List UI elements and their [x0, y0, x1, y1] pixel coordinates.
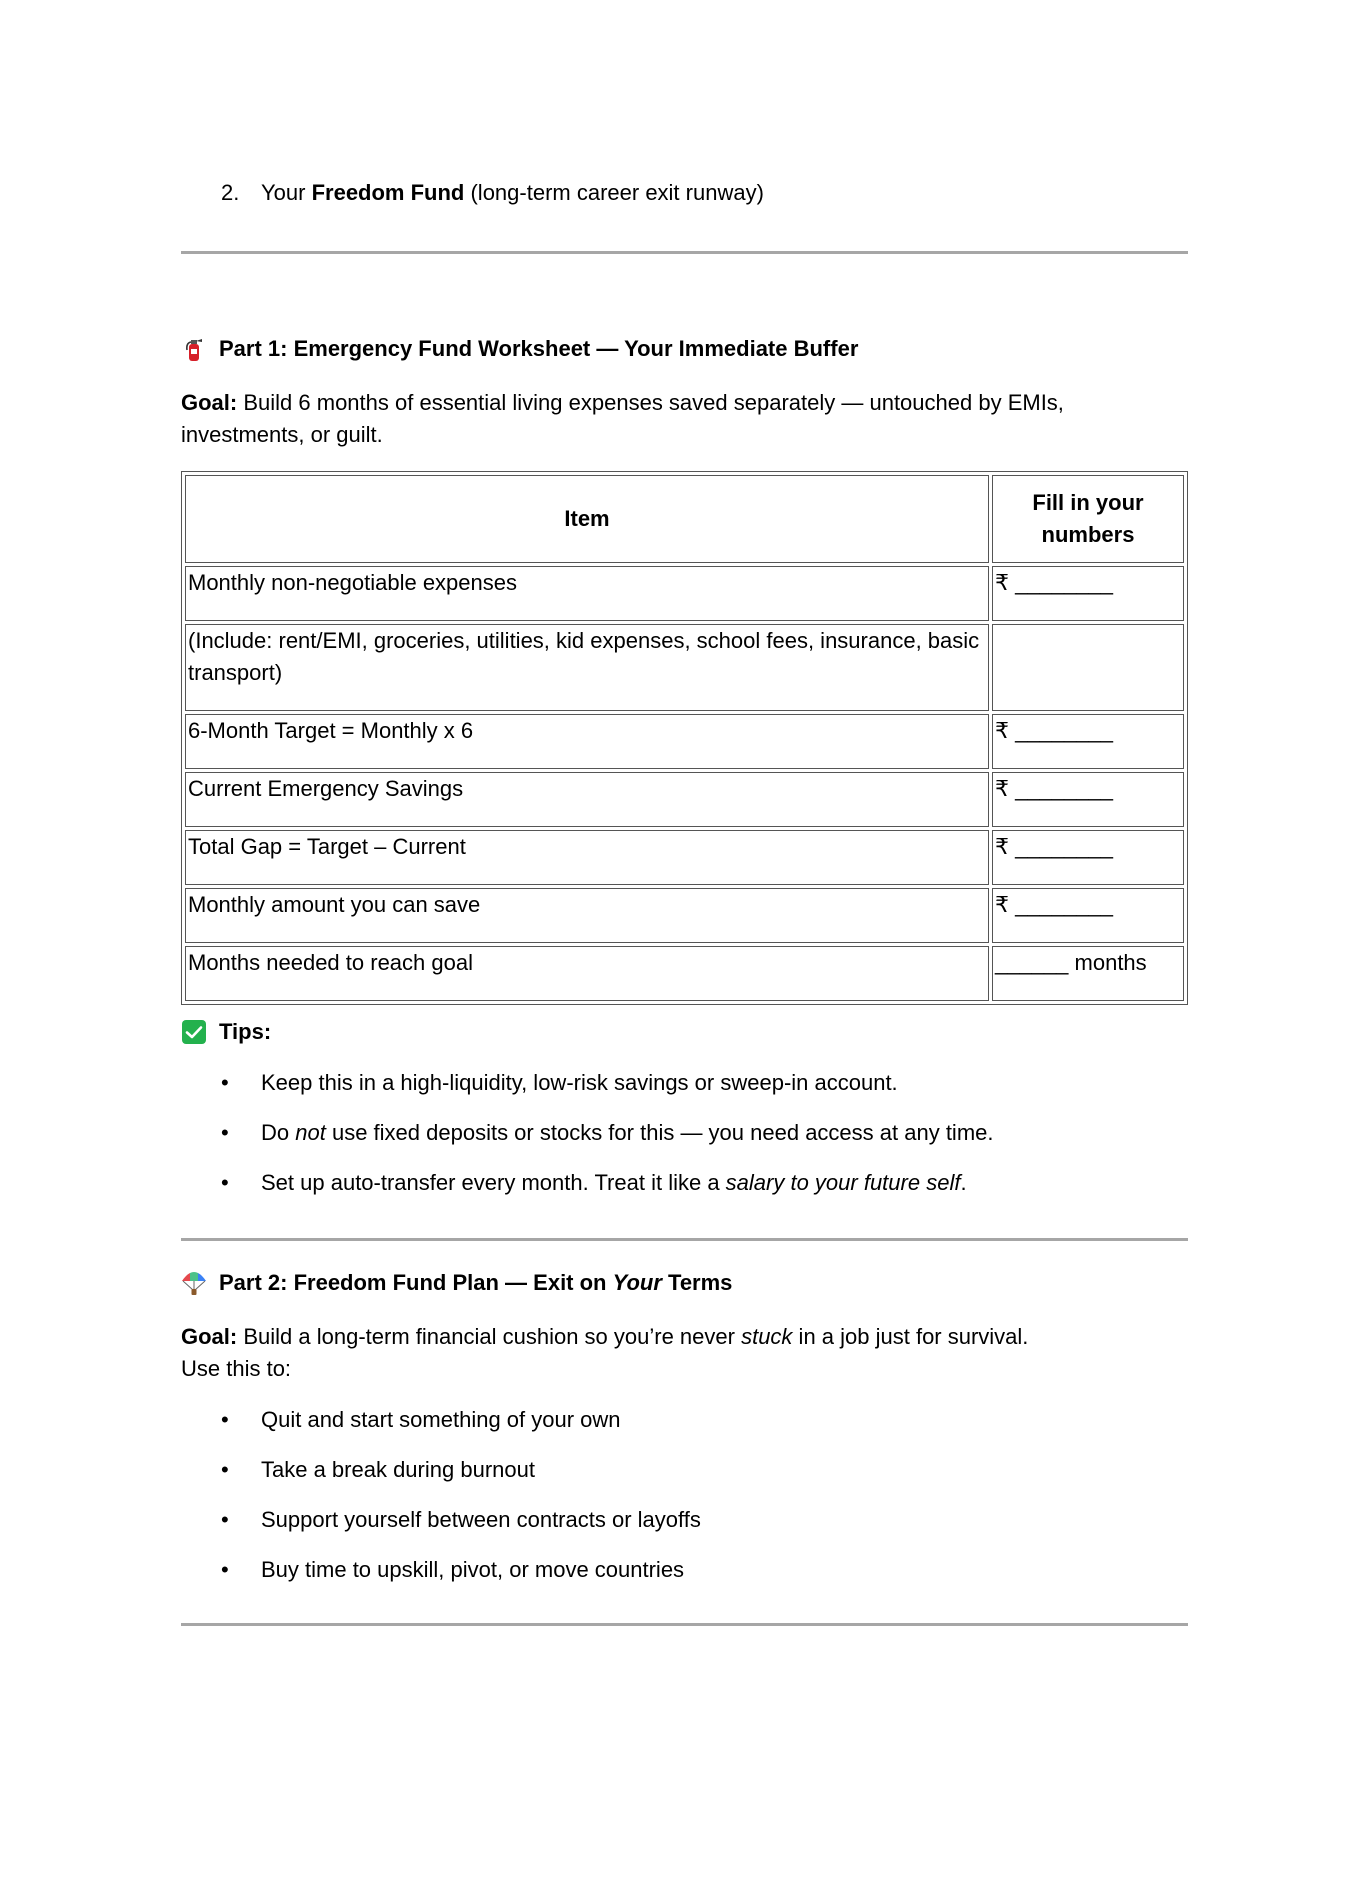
table-row: (Include: rent/EMI, groceries, utilities, kid expenses, school fees, insurance, basic transport) [185, 624, 1184, 711]
horizontal-rule [181, 1623, 1188, 1626]
check-mark-button-icon [181, 1019, 207, 1045]
fill-cell[interactable]: ₹ ________ [992, 714, 1184, 769]
table-row: Months needed to reach goal ______ months [185, 946, 1184, 1001]
horizontal-rule [181, 1238, 1188, 1241]
table-row: Total Gap = Target – Current ₹ ________ [185, 830, 1184, 885]
use-line: Use this to: [181, 1356, 292, 1381]
fill-cell[interactable]: ₹ ________ [992, 566, 1184, 621]
fill-cell[interactable]: ______ months [992, 946, 1184, 1001]
table-row: Monthly amount you can save ₹ ________ [185, 888, 1184, 943]
part1-goal: Goal: Build 6 months of essential living expenses saved separately — untouched by EMIs, investments, or guilt. [181, 390, 1064, 447]
fill-cell[interactable]: ₹ ________ [992, 772, 1184, 827]
list-item: • Support yourself between contracts or layoffs [181, 1504, 701, 1554]
list-item: • Quit and start something of your own [181, 1404, 701, 1454]
tips-list [181, 1067, 994, 1217]
header-item: Item [185, 475, 989, 563]
table-row: Monthly non-negotiable expenses ₹ ________ [185, 566, 1184, 621]
part2-heading: Part 2: Freedom Fund Plan — Exit on Your Terms [181, 1270, 732, 1296]
part1-heading: Part 1: Emergency Fund Worksheet — Your Immediate Buffer [181, 336, 858, 362]
tips-heading: Tips: [181, 1019, 271, 1045]
header-fill: Fill in your numbers [992, 475, 1184, 563]
list-item: • Do not use fixed deposits or stocks for this — you need access at any time. [181, 1117, 994, 1167]
emergency-fund-table [181, 471, 1188, 1005]
list-item-text: Your Freedom Fund (long-term career exit runway) [261, 180, 764, 205]
list-number: 2. [221, 180, 240, 205]
list-item: • Take a break during burnout [181, 1454, 701, 1504]
fill-cell [992, 624, 1184, 711]
table-row: Current Emergency Savings ₹ ________ [185, 772, 1184, 827]
horizontal-rule [181, 251, 1188, 254]
list-item: • Set up auto-transfer every month. Treat it like a salary to your future self. [181, 1167, 994, 1217]
fill-cell[interactable]: ₹ ________ [992, 888, 1184, 943]
table-header-row [185, 475, 1184, 563]
uses-list [181, 1404, 701, 1604]
list-item: • Keep this in a high-liquidity, low-risk savings or sweep-in account. [181, 1067, 994, 1117]
numbered-list-item [221, 180, 764, 206]
table-row: 6-Month Target = Monthly x 6 ₹ ________ [185, 714, 1184, 769]
fire-extinguisher-icon [181, 336, 207, 362]
fill-cell[interactable]: ₹ ________ [992, 830, 1184, 885]
part2-goal: Goal: Build a long-term financial cushion so you’re never stuck in a job just for survival. Use this to: [181, 1321, 1188, 1385]
list-item: • Buy time to upskill, pivot, or move countries [181, 1554, 701, 1604]
parachute-icon [181, 1270, 207, 1296]
